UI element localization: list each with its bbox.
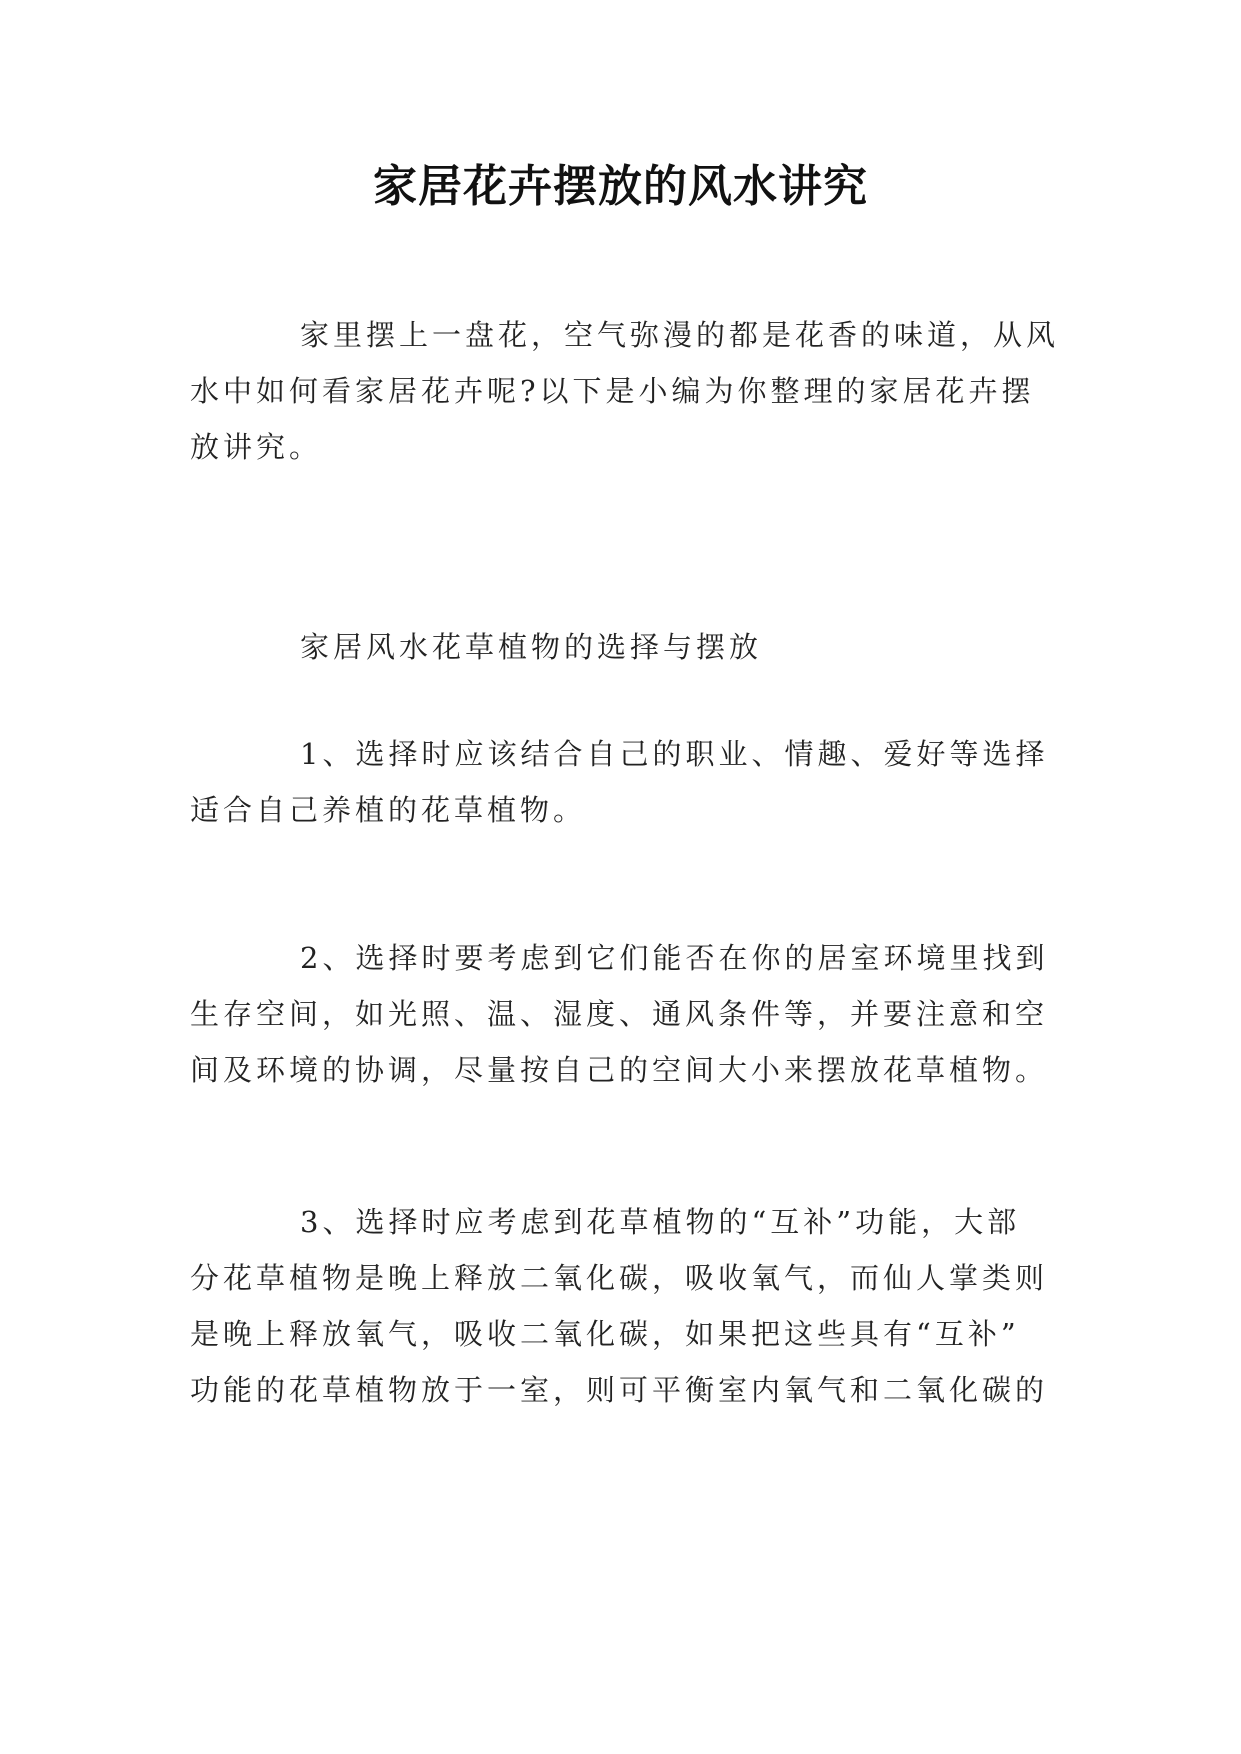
point-3-line-3: 是晚上释放氧气，吸收二氧化碳，如果把这些具有“互补” [190, 1317, 1020, 1351]
point-1-line-1: 1、选择时应该结合自己的职业、情趣、爱好等选择 [300, 737, 1049, 771]
point-3-line-1: 3、选择时应考虑到花草植物的“互补”功能，大部 [300, 1205, 1021, 1239]
point-2-line-1: 2、选择时要考虑到它们能否在你的居室环境里找到 [300, 941, 1049, 975]
document-title: 家居花卉摆放的风水讲究 [373, 161, 868, 212]
section-heading [190, 619, 1050, 675]
point-3-line-4: 功能的花草植物放于一室，则可平衡室内氧气和二氧化碳的 [190, 1373, 1049, 1407]
intro-line-3: 放讲究。 [190, 430, 323, 464]
point-2-line-2: 生存空间，如光照、温、湿度、通风条件等，并要注意和空 [190, 997, 1049, 1031]
intro-paragraph [190, 307, 1060, 475]
point-2-line-3: 间及环境的协调，尽量按自己的空间大小来摆放花草植物。 [190, 1053, 1049, 1087]
intro-line-1: 家里摆上一盘花，空气弥漫的都是花香的味道，从风 [300, 318, 1060, 352]
point-3-paragraph [190, 1194, 1050, 1418]
point-1-line-2: 适合自己养植的花草植物。 [190, 793, 587, 827]
intro-line-2: 水中如何看家居花卉呢?以下是小编为你整理的家居花卉摆 [190, 374, 1035, 408]
point-2-paragraph [190, 930, 1050, 1098]
point-1-paragraph [190, 726, 1050, 838]
section-heading-text: 家居风水花草植物的选择与摆放 [300, 630, 763, 664]
point-3-line-2: 分花草植物是晚上释放二氧化碳，吸收氧气，而仙人掌类则 [190, 1261, 1049, 1295]
